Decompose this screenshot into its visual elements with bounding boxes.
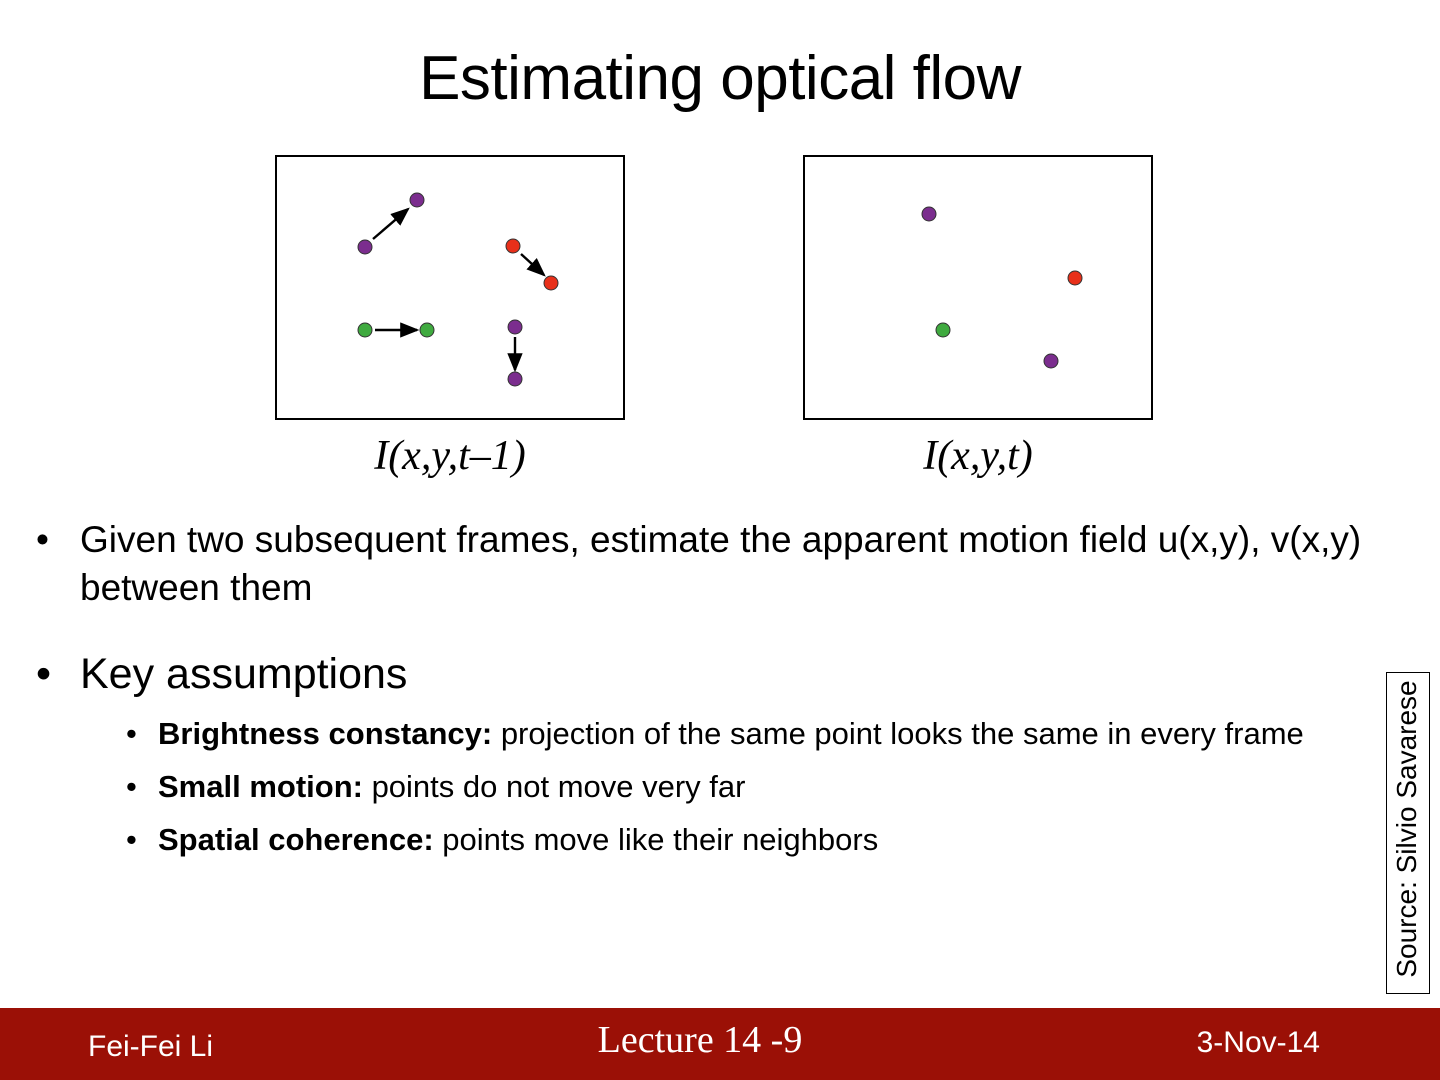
page-title: Estimating optical flow bbox=[419, 44, 1021, 113]
bullet-given-frames bbox=[28, 516, 1388, 612]
bullet-text: Given two subsequent frames, estimate the apparent motion field u(x,y), v(x,y) between them bbox=[80, 519, 1362, 609]
motion-arrows-left bbox=[277, 157, 627, 422]
footer-page-number: 9 bbox=[783, 1019, 803, 1061]
feature-point bbox=[1044, 354, 1059, 369]
source-sidebar bbox=[1386, 672, 1430, 994]
frame-previous-image bbox=[275, 155, 625, 420]
sub-bullet-brightness-constancy bbox=[28, 714, 1388, 755]
spacer bbox=[28, 622, 1388, 648]
feature-point bbox=[420, 323, 435, 338]
frame-caption-current: I(x,y,t) bbox=[923, 433, 1033, 479]
feature-point bbox=[508, 320, 523, 335]
sub-bullet-text: points do not move very far bbox=[362, 768, 746, 804]
bullet-text: Key assumptions bbox=[80, 650, 408, 699]
feature-point bbox=[358, 323, 373, 338]
sub-bullet-text: projection of the same point looks the same in every frame bbox=[492, 715, 1304, 751]
slide-footer bbox=[0, 1008, 1440, 1080]
feature-point bbox=[544, 276, 559, 291]
sub-bullet-label: Small motion: bbox=[158, 768, 363, 804]
slide-body bbox=[28, 516, 1388, 861]
sub-bullet-small-motion bbox=[28, 767, 1388, 808]
footer-date: 3-Nov-14 bbox=[1196, 1026, 1320, 1059]
bullet-glyph: • bbox=[36, 519, 49, 560]
frame-current-image bbox=[803, 155, 1153, 420]
bullet-glyph: • bbox=[126, 715, 137, 751]
feature-point bbox=[936, 323, 951, 338]
feature-point bbox=[922, 207, 937, 222]
sub-bullet-label: Brightness constancy: bbox=[158, 715, 493, 751]
sub-bullet-label: Spatial coherence: bbox=[158, 821, 434, 857]
footer-author: Fei-Fei Li bbox=[88, 1030, 214, 1063]
frame-caption-previous: I(x,y,t–1) bbox=[374, 433, 526, 479]
bullet-glyph: • bbox=[36, 650, 52, 699]
source-label: Source: Silvio Savarese bbox=[1391, 680, 1422, 978]
feature-point bbox=[1068, 271, 1083, 286]
feature-point bbox=[410, 193, 425, 208]
footer-lecture-label: Lecture 14 - bbox=[597, 1019, 784, 1061]
bullet-key-assumptions bbox=[28, 648, 1388, 702]
feature-point bbox=[506, 239, 521, 254]
bullet-glyph: • bbox=[126, 768, 137, 804]
feature-point bbox=[508, 372, 523, 387]
feature-point bbox=[358, 240, 373, 255]
sub-bullet-spatial-coherence bbox=[28, 820, 1388, 861]
bullet-glyph: • bbox=[126, 821, 137, 857]
sub-bullet-text: points move like their neighbors bbox=[433, 821, 879, 857]
